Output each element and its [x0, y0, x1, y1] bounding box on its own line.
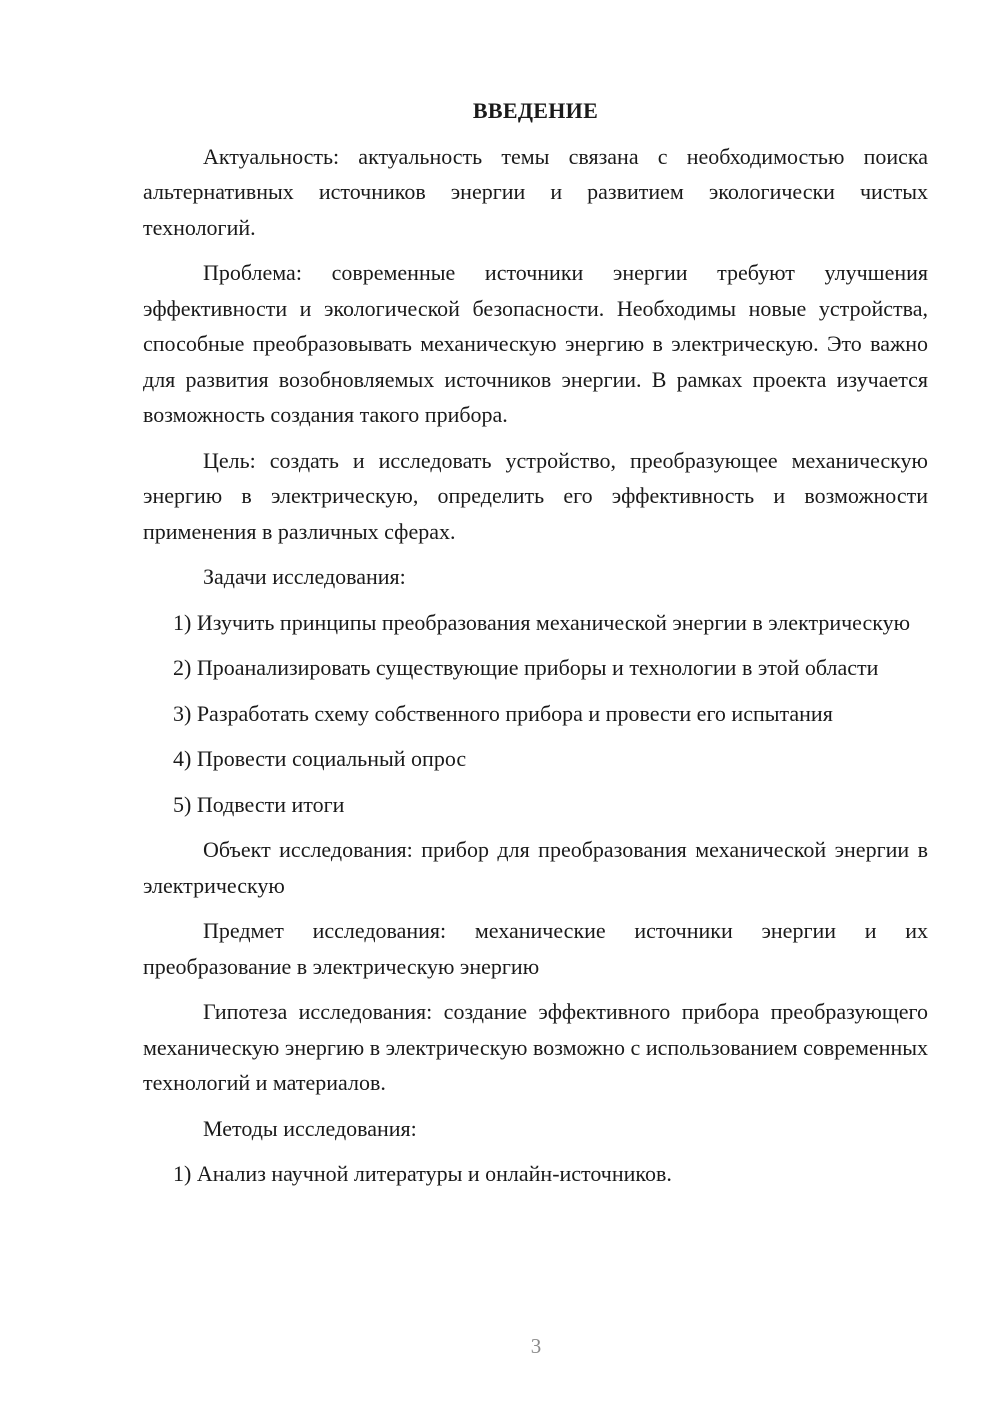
task-item-4: 4) Провести социальный опрос: [173, 746, 467, 771]
paragraph-subject: Предмет исследования: механические источники энергии и их преобразование в электрическую энергию: [143, 918, 928, 979]
paragraph-object: Объект исследования: прибор для преобразования механической энергии в электрическую: [143, 837, 928, 898]
page-number: 3: [530, 1334, 542, 1358]
paragraph-goal: Цель: создать и исследовать устройство, преобразующее механическую энергию в электрическую, определить его эффективность и возможности применения в различных сферах.: [143, 447, 928, 544]
task-item-5: 5) Подвести итоги: [173, 791, 345, 817]
methods-heading: Методы исследования:: [203, 1115, 417, 1141]
page-content: [143, 93, 928, 1192]
tasks-heading: Задачи исследования:: [203, 564, 406, 589]
task-item-3: 3) Разработать схему собственного прибора и провести его испытания: [173, 700, 833, 726]
method-item-1: 1) Анализ научной литературы и онлайн-источников.: [173, 1161, 672, 1186]
page-title: ВВЕДЕНИЕ: [472, 98, 599, 123]
paragraph-relevance: Актуальность: актуальность темы связана с необходимостью поиска альтернативных источников энергии и развитием экологически чистых технологий.: [143, 143, 928, 240]
task-item-2: 2) Проанализировать существующие приборы и технологии в этой области: [173, 655, 879, 680]
task-item-1: 1) Изучить принципы преобразования механической энергии в электрическую: [173, 609, 911, 635]
paragraph-problem: Проблема: современные источники энергии требуют улучшения эффективности и экологической безопасности. Необходимы новые устройства, способные преобразовывать механическую энергию в электрическую. Это важно для развития возобновляемых источников энергии. В рамках проекта изучается возможность создания такого прибора.: [143, 260, 928, 427]
paragraph-hypothesis: Гипотеза исследования: создание эффективного прибора преобразующего механическую энергию в электрическую возможно с использованием современных технологий и материалов.: [143, 999, 928, 1095]
